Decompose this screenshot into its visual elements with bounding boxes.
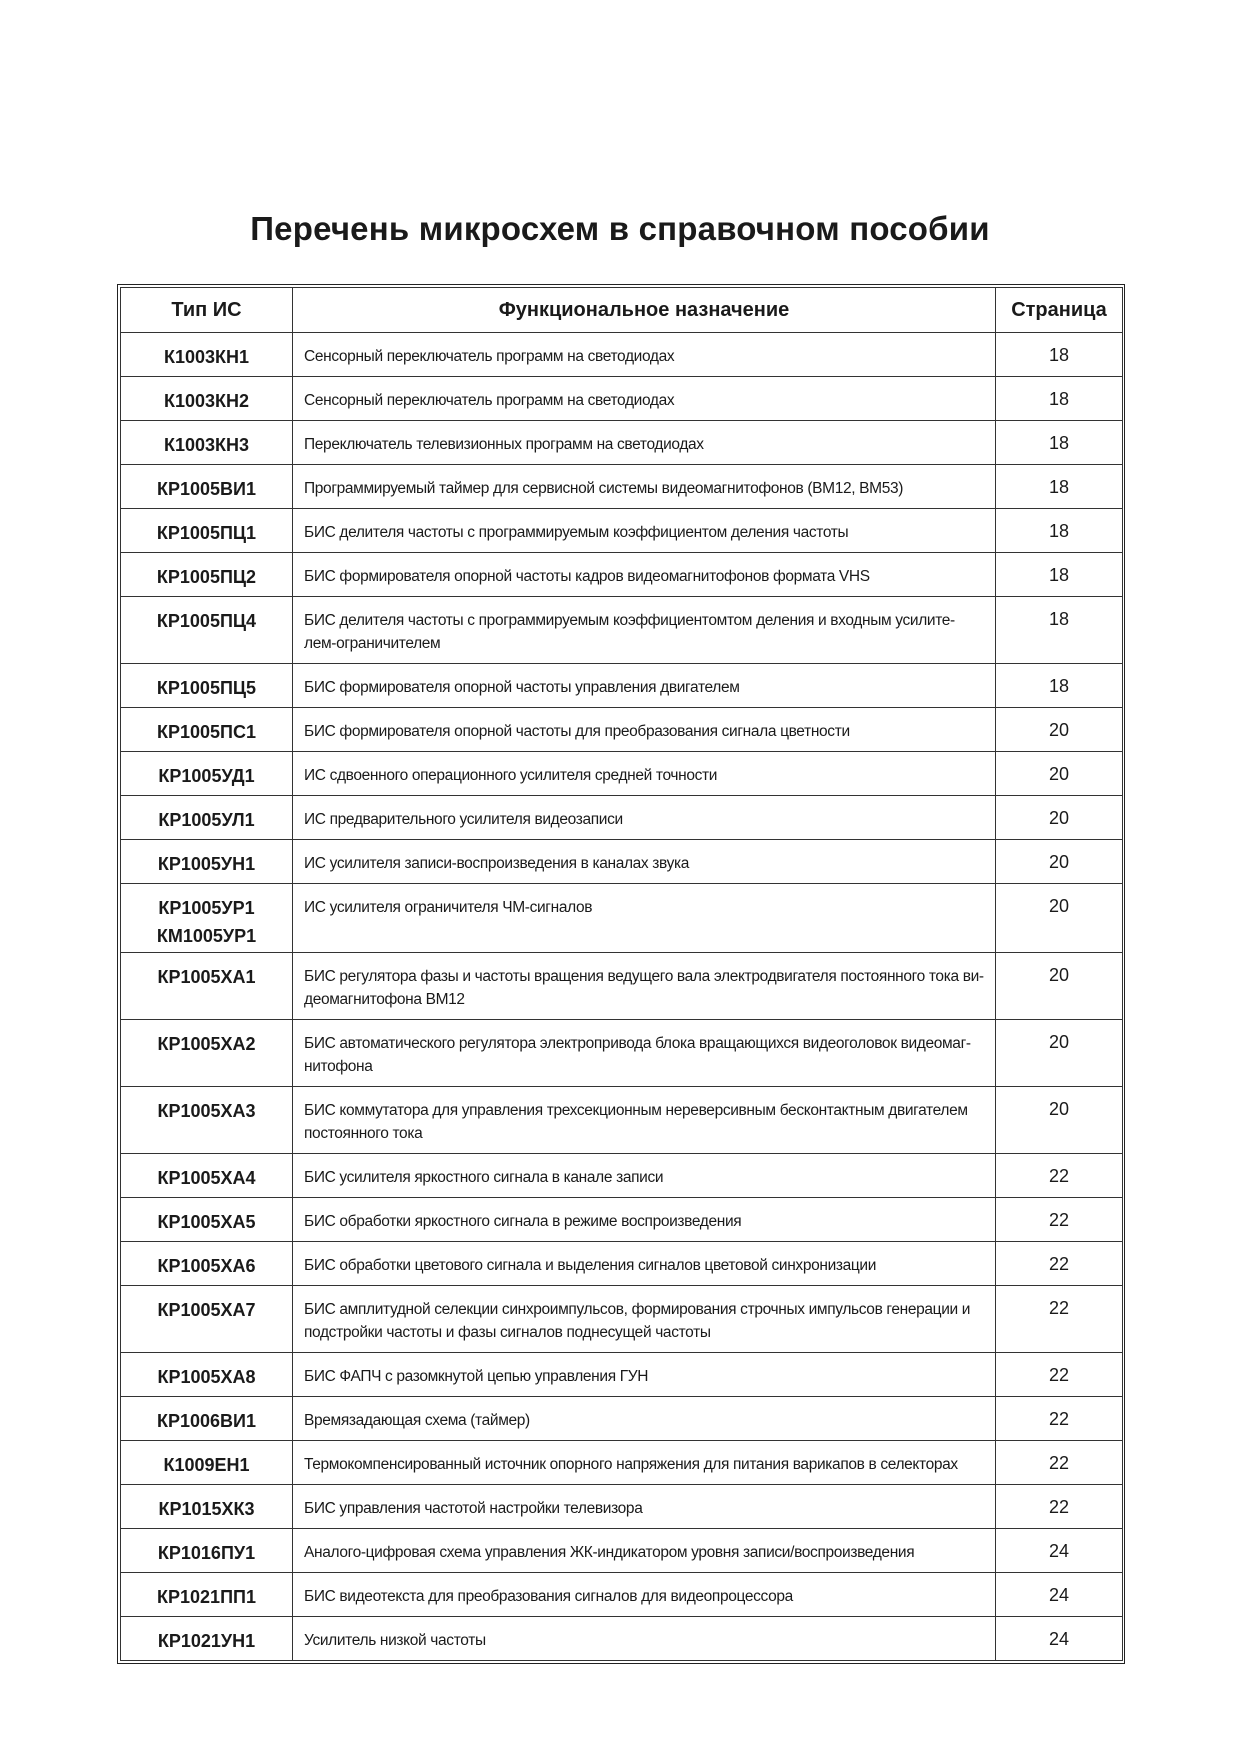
- chip-type-cell: [121, 597, 293, 664]
- function-description-cell: [293, 1441, 996, 1485]
- table-row: [121, 509, 1123, 553]
- function-description-line: БИС делителя частоты с программируемым коэффициентомтом деления и входным усилите-: [304, 612, 955, 629]
- function-description-line: постоянного тока: [304, 1125, 423, 1142]
- page-number: 22: [996, 1485, 1123, 1529]
- chip-type: КР1005ХА3: [157, 1101, 256, 1121]
- table-body: [121, 333, 1123, 1661]
- chip-type-cell: [121, 1087, 293, 1154]
- function-description-line: ИС усилителя записи-воспроизведения в каналах звука: [304, 855, 690, 872]
- page-number: 22: [996, 1441, 1123, 1485]
- function-description-cell: [293, 509, 996, 553]
- table-row: [121, 1573, 1123, 1617]
- function-description-line: БИС амплитудной селекции синхроимпульсов, формирования строчных импульсов генерации и: [304, 1301, 971, 1318]
- header-function: Функциональное назначение: [293, 288, 996, 333]
- chip-type: К1009ЕН1: [163, 1455, 250, 1475]
- chip-type-cell: [121, 1617, 293, 1661]
- chip-type: КР1005ХА1: [157, 967, 256, 987]
- chip-type: К1003КН1: [163, 347, 250, 367]
- page-number: 24: [996, 1573, 1123, 1617]
- chip-type-cell: [121, 509, 293, 553]
- table-row: [121, 597, 1123, 664]
- header-type: Тип ИС: [121, 288, 293, 333]
- function-description-cell: [293, 1087, 996, 1154]
- chip-type: КР1015ХК3: [158, 1499, 255, 1519]
- page-number: 20: [996, 953, 1123, 1020]
- table-row: [121, 1020, 1123, 1087]
- page-number: 18: [996, 664, 1123, 708]
- chip-type: КР1005УН1: [157, 854, 256, 874]
- function-description-line: БИС управления частотой настройки телевизора: [304, 1500, 643, 1517]
- table-row: [121, 953, 1123, 1020]
- chip-type-cell: [121, 421, 293, 465]
- chip-type-cell: [121, 333, 293, 377]
- chip-type-cell: [121, 1020, 293, 1087]
- table-row: [121, 1242, 1123, 1286]
- table-row: [121, 421, 1123, 465]
- page-number: 20: [996, 884, 1123, 953]
- function-description-cell: [293, 884, 996, 953]
- chip-type: КР1005ПС1: [157, 722, 256, 742]
- function-description-line: Аналого-цифровая схема управления ЖК-индикатором уровня записи/воспроизведения: [304, 1544, 915, 1561]
- table-row: [121, 884, 1123, 953]
- chip-type: КР1021УН1: [157, 1631, 256, 1651]
- chip-type: КР1016ПУ1: [157, 1543, 256, 1563]
- chip-type: К1003КН2: [163, 391, 250, 411]
- page-number: 18: [996, 333, 1123, 377]
- function-description-cell: [293, 377, 996, 421]
- chip-type: КР1005ХА6: [157, 1256, 256, 1276]
- chip-type: КР1005ХА8: [157, 1367, 256, 1387]
- page-number: 24: [996, 1529, 1123, 1573]
- chip-type-cell: [121, 553, 293, 597]
- function-description-line: Термокомпенсированный источник опорного напряжения для питания варикапов в селекторах: [304, 1456, 958, 1473]
- table-row: [121, 1441, 1123, 1485]
- function-description-cell: [293, 1020, 996, 1087]
- page-number: 20: [996, 1020, 1123, 1087]
- function-description-line: подстройки частоты и фазы сигналов поднесущей частоты: [304, 1324, 711, 1341]
- chip-type-cell: [121, 796, 293, 840]
- chip-type-cell: [121, 377, 293, 421]
- function-description-line: БИС формирователя опорной частоты управления двигателем: [304, 679, 740, 696]
- chip-type: К1003КН3: [163, 435, 250, 455]
- function-description-line: БИС делителя частоты с программируемым коэффициентом деления частоты: [304, 524, 849, 541]
- function-description-cell: [293, 796, 996, 840]
- chip-type-cell: [121, 708, 293, 752]
- chip-type: КР1005УЛ1: [158, 810, 255, 830]
- chip-list-table: [120, 287, 1123, 1661]
- table-row: [121, 1087, 1123, 1154]
- function-description-line: БИС ФАПЧ с разомкнутой цепью управления ГУН: [304, 1368, 649, 1385]
- chip-type: КР1005ХА7: [157, 1300, 256, 1320]
- page-number: 22: [996, 1242, 1123, 1286]
- function-description-line: ИС усилителя ограничителя ЧМ-сигналов: [304, 899, 593, 916]
- chip-type: КР1005ПЦ1: [156, 523, 257, 543]
- function-description-line: Усилитель низкой частоты: [304, 1632, 486, 1649]
- page-number: 20: [996, 1087, 1123, 1154]
- chip-type: КР1005УД1: [158, 766, 255, 786]
- function-description-line: БИС обработки яркостного сигнала в режиме воспроизведения: [304, 1213, 742, 1230]
- table-header-row: [121, 288, 1123, 333]
- function-description-line: Сенсорный переключатель программ на светодиодах: [304, 348, 675, 365]
- function-description-cell: [293, 664, 996, 708]
- page-number: 18: [996, 465, 1123, 509]
- function-description-cell: [293, 1154, 996, 1198]
- function-description-line: БИС обработки цветового сигнала и выделения сигналов цветовой синхронизации: [304, 1257, 877, 1274]
- table-row: [121, 1353, 1123, 1397]
- function-description-cell: [293, 421, 996, 465]
- page-number: 20: [996, 796, 1123, 840]
- function-description-line: Переключатель телевизионных программ на светодиодах: [304, 436, 704, 453]
- chip-type: КР1005ХА4: [157, 1168, 256, 1188]
- chip-type: КР1005ПЦ2: [156, 567, 257, 587]
- page-title: Перечень микросхем в справочном пособии: [250, 210, 990, 247]
- function-description-line: БИС видеотекста для преобразования сигналов для видеопроцессора: [304, 1588, 793, 1605]
- page-number: 18: [996, 597, 1123, 664]
- function-description-line: ИС предварительного усилителя видеозаписи: [304, 811, 623, 828]
- function-description-cell: [293, 708, 996, 752]
- table-row: [121, 796, 1123, 840]
- chip-type: КР1005ПЦ5: [156, 678, 257, 698]
- table-row: [121, 333, 1123, 377]
- chip-type-cell: [121, 953, 293, 1020]
- function-description-cell: [293, 333, 996, 377]
- function-description-cell: [293, 597, 996, 664]
- chip-type-cell: [121, 1154, 293, 1198]
- chip-type-cell: [121, 1353, 293, 1397]
- chip-type-cell: [121, 840, 293, 884]
- function-description-cell: [293, 752, 996, 796]
- page-number: 20: [996, 708, 1123, 752]
- chip-type: КР1005ПЦ4: [156, 611, 257, 631]
- chip-type: КМ1005УР1: [156, 926, 257, 946]
- chip-type: КР1005УР1: [158, 898, 255, 918]
- header-page: Страница: [996, 288, 1123, 333]
- chip-type-cell: [121, 664, 293, 708]
- function-description-cell: [293, 840, 996, 884]
- page-number: 18: [996, 377, 1123, 421]
- page-number: 18: [996, 553, 1123, 597]
- page-number: 20: [996, 840, 1123, 884]
- function-description-line: БИС усилителя яркостного сигнала в канале записи: [304, 1169, 664, 1186]
- chip-type: КР1021ПП1: [157, 1587, 256, 1607]
- function-description-line: деомагнитофона ВМ12: [304, 991, 465, 1008]
- table-row: [121, 1617, 1123, 1661]
- chip-type-cell: [121, 1573, 293, 1617]
- chip-type-cell: [121, 1242, 293, 1286]
- page-number: 22: [996, 1397, 1123, 1441]
- function-description-line: Программируемый таймер для сервисной системы видеомагнитофонов (ВМ12, ВМ53): [304, 480, 904, 497]
- function-description-line: БИС формирователя опорной частоты кадров видеомагнитофонов формата VHS: [304, 568, 870, 585]
- page-number: 18: [996, 509, 1123, 553]
- table-row: [121, 377, 1123, 421]
- function-description-cell: [293, 1353, 996, 1397]
- table-row: [121, 1286, 1123, 1353]
- function-description-line: Времязадающая схема (таймер): [304, 1412, 530, 1429]
- chip-list-table-frame: [117, 284, 1125, 1664]
- page-number: 22: [996, 1353, 1123, 1397]
- function-description-cell: [293, 1397, 996, 1441]
- chip-type-cell: [121, 1441, 293, 1485]
- page-number: 22: [996, 1154, 1123, 1198]
- table-row: [121, 752, 1123, 796]
- function-description-cell: [293, 1529, 996, 1573]
- chip-type-cell: [121, 752, 293, 796]
- page-number: 20: [996, 752, 1123, 796]
- table-row: [121, 1154, 1123, 1198]
- table-row: [121, 708, 1123, 752]
- function-description-cell: [293, 1286, 996, 1353]
- table-row: [121, 664, 1123, 708]
- function-description-line: Сенсорный переключатель программ на светодиодах: [304, 392, 675, 409]
- table-row: [121, 553, 1123, 597]
- function-description-cell: [293, 465, 996, 509]
- function-description-line: БИС регулятора фазы и частоты вращения ведущего вала электродвигателя постоянного тока ви-: [304, 968, 984, 985]
- chip-type: КР1005ХА2: [157, 1034, 256, 1054]
- function-description-cell: [293, 1573, 996, 1617]
- chip-type-cell: [121, 1485, 293, 1529]
- function-description-cell: [293, 1198, 996, 1242]
- page-number: 24: [996, 1617, 1123, 1661]
- function-description-line: нитофона: [304, 1058, 373, 1075]
- page-number: 22: [996, 1198, 1123, 1242]
- function-description-line: ИС сдвоенного операционного усилителя средней точности: [304, 767, 718, 784]
- function-description-cell: [293, 553, 996, 597]
- function-description-cell: [293, 1485, 996, 1529]
- function-description-cell: [293, 1617, 996, 1661]
- page-number: 18: [996, 421, 1123, 465]
- chip-type-cell: [121, 884, 293, 953]
- table-row: [121, 840, 1123, 884]
- table-row: [121, 1397, 1123, 1441]
- function-description-line: БИС коммутатора для управления трехсекционным нереверсивным бесконтактным двигателем: [304, 1102, 968, 1119]
- chip-type: КР1005ВИ1: [157, 479, 256, 499]
- function-description-line: БИС формирователя опорной частоты для преобразования сигнала цветности: [304, 723, 850, 740]
- table-row: [121, 1529, 1123, 1573]
- chip-type-cell: [121, 1529, 293, 1573]
- function-description-line: БИС автоматического регулятора электропривода блока вращающихся видеоголовок видеомаг-: [304, 1035, 971, 1052]
- chip-type-cell: [121, 1198, 293, 1242]
- table-row: [121, 465, 1123, 509]
- chip-type-cell: [121, 1397, 293, 1441]
- function-description-line: лем-ограничителем: [304, 635, 441, 652]
- chip-type: КР1006ВИ1: [157, 1411, 256, 1431]
- function-description-cell: [293, 1242, 996, 1286]
- table-row: [121, 1198, 1123, 1242]
- function-description-cell: [293, 953, 996, 1020]
- table-row: [121, 1485, 1123, 1529]
- chip-type-cell: [121, 1286, 293, 1353]
- chip-type: КР1005ХА5: [157, 1212, 256, 1232]
- page-number: 22: [996, 1286, 1123, 1353]
- chip-type-cell: [121, 465, 293, 509]
